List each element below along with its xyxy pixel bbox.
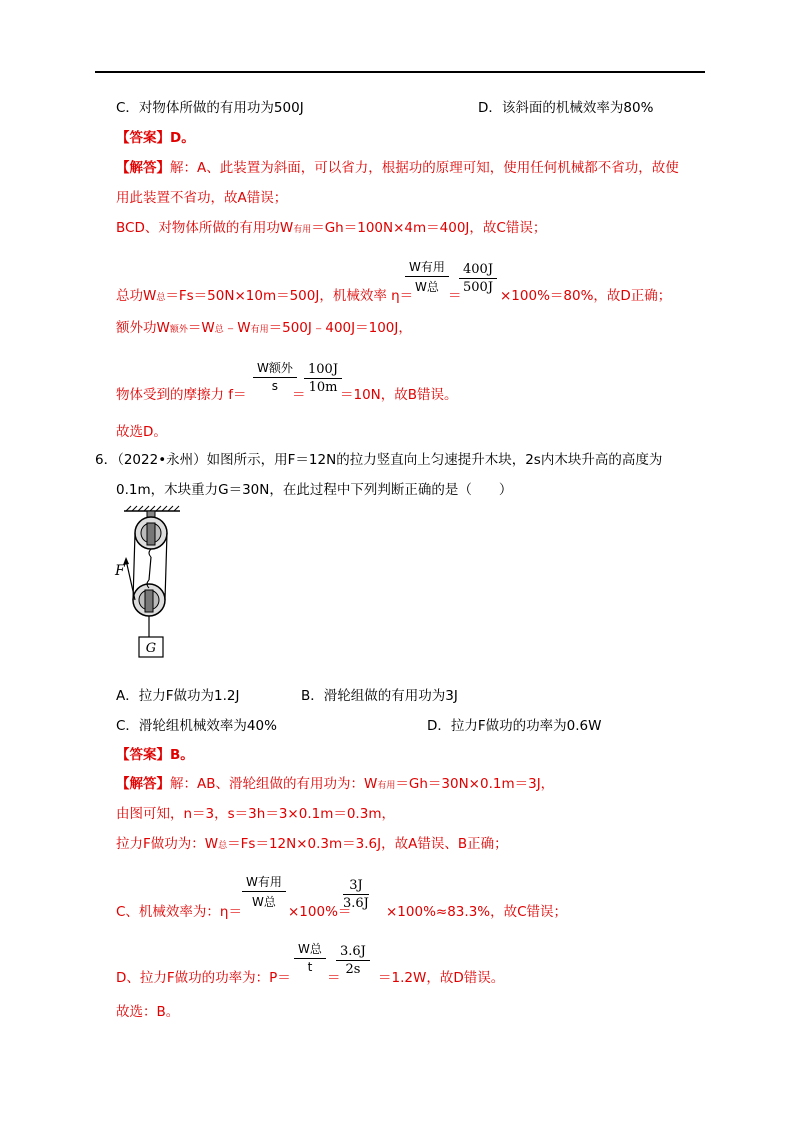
question-6-line1: 6．（2022•永州）如图所示，用F＝12N的拉力竖直向上匀速提升木块，2s内木块升高的高度为 [95, 452, 663, 468]
pulley-diagram-svg [112, 505, 187, 665]
times-100-percent: ×100%＝ [288, 904, 352, 920]
text: 拉力F做功为：W [116, 836, 219, 852]
pulley-diagram [112, 505, 187, 665]
option-d-q5: D．该斜面的机械效率为80% [478, 100, 654, 116]
denominator: W总 [252, 895, 276, 909]
fraction-3-over-3-6 [343, 878, 369, 911]
equals-sign: ＝ [327, 970, 341, 986]
denominator: s [271, 379, 279, 393]
numerator: 100J [304, 362, 342, 379]
subscript: 总 [156, 293, 166, 303]
text: ＝Gh＝100N×4m＝400J，故C错误； [311, 220, 547, 236]
explanation-q5-line5 [116, 319, 412, 339]
answer-q5: 【答案】D。 [116, 130, 195, 146]
explanation-q5-line4-tail: ×100%＝80%，故D正确； [500, 288, 672, 304]
text: ＝Fs＝12N×0.3m＝3.6J，故A错误、B正确； [227, 836, 508, 852]
explanation-q5-line1 [116, 159, 679, 177]
explanation-q6-line2: 由图可知，n＝3，s＝3h＝3×0.1m＝0.3m， [116, 806, 395, 822]
text: ＝W [187, 320, 215, 336]
subscript: 有用 [293, 225, 312, 235]
subscript: 有用 [250, 325, 269, 335]
numerator: 3.6J [336, 944, 370, 961]
explanation-q5-line3 [116, 219, 546, 239]
numerator: W总 [294, 940, 326, 959]
equals-sign: ＝ [292, 387, 306, 403]
text: ﹣W [223, 320, 251, 336]
explanation-label: 【解答】 [116, 776, 170, 792]
selection-q5: 故选D。 [116, 424, 167, 440]
denominator: 500J [463, 280, 494, 295]
option-d-q6: D．拉力F做功的功率为0.6W [427, 718, 602, 734]
explanation-q6-line5: D、拉力F做功的功率为：P＝ [116, 970, 291, 986]
text: 额外功W [116, 320, 170, 336]
text: BCD、对物体所做的有用功W [116, 220, 294, 236]
subscript: 总 [214, 325, 224, 335]
denominator: 2s [345, 962, 361, 977]
equals-sign: ＝ [448, 288, 462, 304]
fraction-w-useful-over-w-total [405, 258, 449, 295]
option-c-q5: C．对物体所做的有用功为500J [116, 100, 304, 116]
fraction-100-over-10 [304, 362, 342, 395]
explanation-q6-line5-tail: ＝1.2W，故D错误。 [378, 970, 505, 986]
explanation-label: 【解答】 [116, 160, 170, 176]
subscript: 有用 [377, 781, 396, 791]
option-b-q6: B．滑轮组做的有用功为3J [301, 688, 458, 704]
denominator: W总 [415, 280, 439, 294]
numerator: W有用 [242, 873, 286, 892]
denominator: 3.6J [343, 896, 369, 911]
fraction-w-total-over-t [294, 940, 326, 974]
fraction-400-over-500 [459, 262, 497, 295]
explanation-q5-line2: 用此装置不省功，故A错误； [116, 190, 288, 206]
label-g: G [145, 641, 157, 656]
text: ＝Fs＝50N×10m＝500J，机械效率 η＝ [165, 288, 414, 304]
denominator: t [307, 960, 313, 974]
denominator: 10m [308, 380, 338, 395]
fraction-w-useful-over-w-total [242, 873, 286, 910]
numerator: 3J [343, 878, 369, 895]
explanation-q5-line6: 物体受到的摩擦力 f＝ [116, 387, 247, 403]
option-a-q6: A．拉力F做功为1.2J [116, 688, 240, 704]
numerator: W额外 [253, 359, 297, 378]
explanation-q6-line3 [116, 835, 508, 855]
explanation-q5-line6-tail: ＝10N，故B错误。 [340, 387, 458, 403]
text: 总功W [116, 288, 157, 304]
numerator: W有用 [405, 258, 449, 277]
explanation-q6-line4: C、机械效率为：η＝ [116, 904, 242, 920]
header-rule [95, 71, 705, 73]
subscript: 额外 [169, 325, 188, 335]
option-c-q6: C．滑轮组机械效率为40% [116, 718, 277, 734]
explanation-text: 解：A、此装置为斜面，可以省力，根据功的原理可知，使用任何机械都不省功，故使 [170, 160, 679, 176]
numerator: 400J [459, 262, 497, 279]
answer-q6: 【答案】B。 [116, 747, 194, 763]
label-f: F [115, 563, 125, 579]
explanation-q6-line1 [116, 775, 554, 795]
explanation-q5-line4 [116, 287, 413, 307]
text: 解：AB、滑轮组做的有用功为：W [170, 776, 378, 792]
fraction-w-extra-over-s [253, 359, 297, 393]
explanation-q6-line4-tail: ×100%≈83.3%，故C错误； [386, 904, 568, 920]
selection-q6: 故选：B。 [116, 1004, 180, 1020]
fraction-3-6-over-2 [336, 944, 370, 977]
subscript: 总 [218, 841, 228, 851]
text: ＝500J﹣400J＝100J， [268, 320, 412, 336]
text: ＝Gh＝30N×0.1m＝3J， [395, 776, 555, 792]
question-6-line2: 0.1m，木块重力G＝30N，在此过程中下列判断正确的是（ ） [116, 482, 513, 498]
